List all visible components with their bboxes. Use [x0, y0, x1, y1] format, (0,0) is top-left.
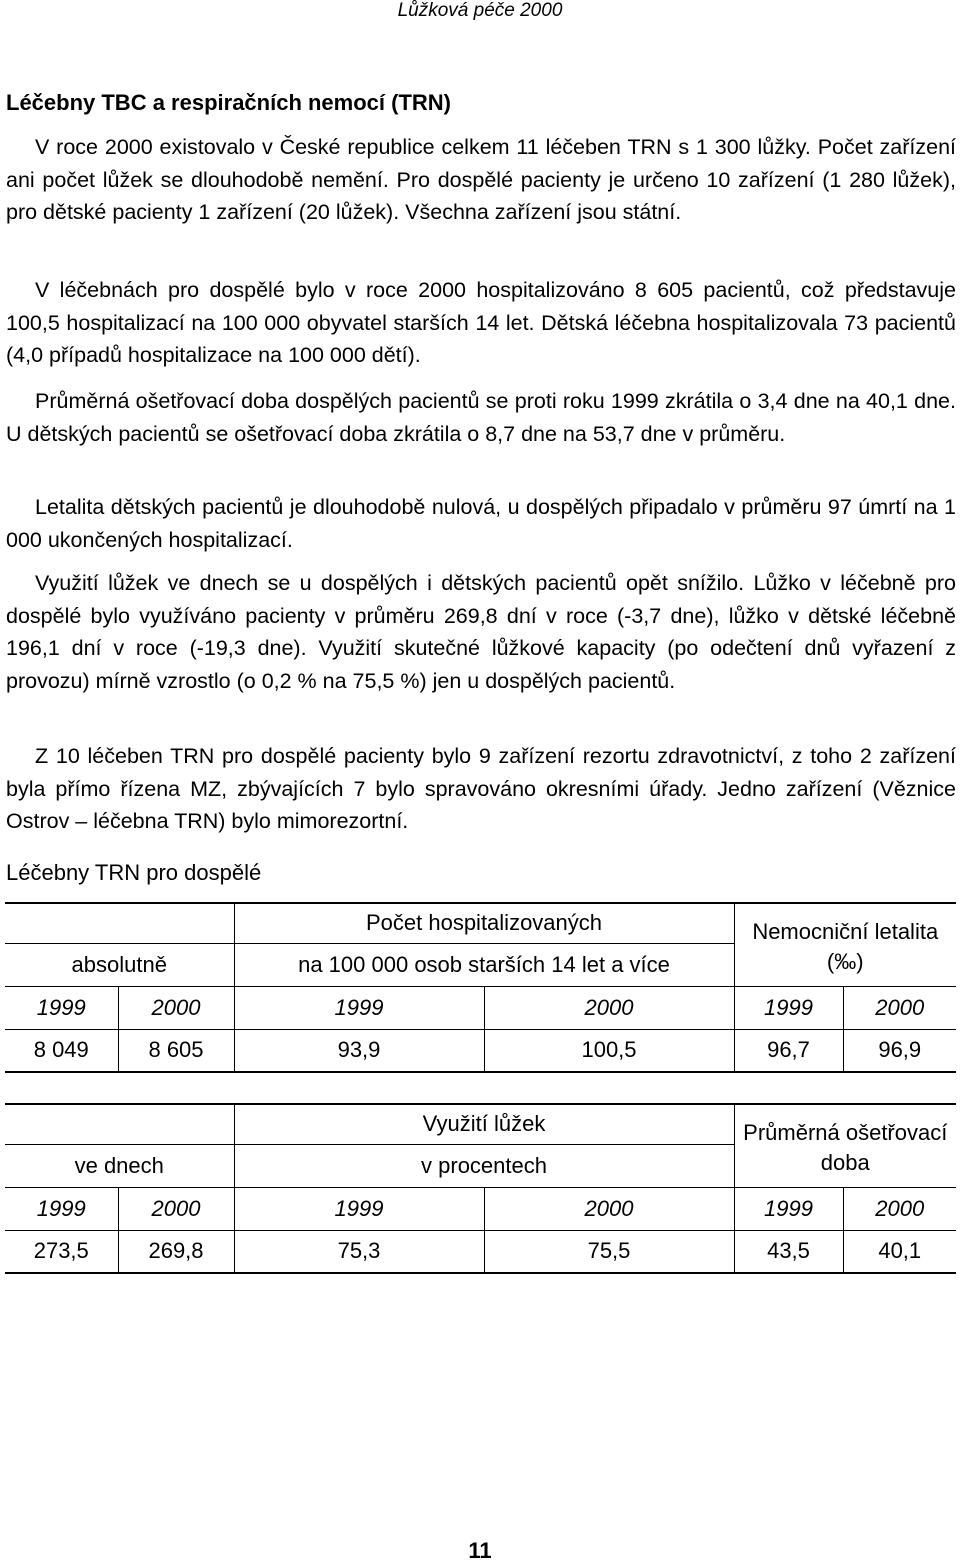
value-cell: 8 049	[5, 1029, 118, 1072]
year-cell: 1999	[5, 1187, 118, 1230]
paragraph-4: Letalita dětských pacientů je dlouhodobě nulová, u dospělých připadalo v průměru 97 úmrtí na 1 000 ukončených hospitalizací.	[6, 495, 956, 552]
year-cell: 2000	[875, 1195, 925, 1221]
year-cell: 2000	[118, 986, 234, 1029]
paragraph-3: Průměrná ošetřovací doba dospělých pacientů se proti roku 1999 zkrátila o 3,4 dne na 40,1 dne. U dětských pacientů se ošetřovací doba zkrátila o 8,7 dne na 53,7 dne v průměru.	[6, 389, 956, 446]
column-header-letalita: Nemocniční letalita (‰)	[752, 918, 939, 974]
value-cell: 100,5	[484, 1029, 734, 1072]
group-header-bed-use: Využití lůžek	[234, 1104, 734, 1144]
year-cell: 1999	[234, 986, 484, 1029]
value-cell: 96,9	[878, 1037, 922, 1063]
year-cell: 1999	[734, 1187, 843, 1230]
bed-utilization-table	[5, 1103, 956, 1274]
column-header-per-100k: na 100 000 osob starších 14 let a více	[234, 943, 734, 986]
running-header: Lůžková péče 2000	[397, 0, 563, 21]
year-cell: 1999	[5, 986, 118, 1029]
paragraph-2: V léčebnách pro dospělé bylo v roce 2000 hospitalizováno 8 605 pacientů, což představuje 100,5 hospitalizací na 100 000 obyvatel starších 14 let. Dětská léčebna hospitalizovala 73 pacientů (4,0 případů hospitalizace na 100 000 dětí).	[6, 278, 956, 367]
column-header-days: ve dnech	[5, 1144, 234, 1187]
year-cell: 2000	[118, 1187, 234, 1230]
paragraph-1: V roce 2000 existovalo v České republice celkem 11 léčeben TRN s 1 300 lůžky. Počet zařízení ani počet lůžek se dlouhodobě nemění. Pro dospělé pacienty je určeno 10 zařízení (1 280 lůžek), pro dětské pacienty 1 zařízení (20 lůžek). Všechna zařízení jsou státní.	[6, 135, 956, 224]
hospitalization-table	[5, 902, 956, 1073]
value-cell: 96,7	[734, 1029, 843, 1072]
year-cell: 2000	[484, 986, 734, 1029]
column-header-avg-stay: Průměrná ošetřovací doba	[743, 1119, 948, 1175]
paragraph-6: Z 10 léčeben TRN pro dospělé pacienty bylo 9 zařízení rezortu zdravotnictví, z toho 2 zařízení byla přímo řízena MZ, zbývajících 7 bylo spravováno okresními úřady. Jedno zařízení (Věznice Ostrov – léčebna TRN) bylo mimorezortní.	[6, 744, 956, 833]
value-cell: 93,9	[234, 1029, 484, 1072]
year-cell: 1999	[234, 1187, 484, 1230]
group-header-hospitalized: Počet hospitalizovaných	[234, 903, 734, 943]
value-cell: 40,1	[878, 1238, 922, 1264]
paragraph-5: Využití lůžek ve dnech se u dospělých i dětských pacientů opět snížilo. Lůžko v léčebně pro dospělé bylo využíváno pacienty v průměru 269,8 dní v roce (-3,7 dne), lůžko v dětské léčebně 196,1 dní v roce (-19,3 dne). Využití skutečné lůžkové kapacity (po odečtení dnů vyřazení z provozu) mírně vzrostlo (o 0,2 % na 75,5 %) jen u dospělých pacientů.	[6, 571, 956, 693]
value-cell: 8 605	[118, 1029, 234, 1072]
section-title: Léčebny TBC a respiračních nemocí (TRN)	[6, 90, 451, 115]
value-cell: 75,5	[484, 1230, 734, 1273]
table-section-title: Léčebny TRN pro dospělé	[6, 860, 262, 885]
value-cell: 43,5	[734, 1230, 843, 1273]
value-cell: 75,3	[234, 1230, 484, 1273]
column-header-percent: v procentech	[234, 1144, 734, 1187]
year-cell: 2000	[875, 994, 925, 1020]
year-cell: 1999	[734, 986, 843, 1029]
page-number: 11	[468, 1538, 492, 1563]
value-cell: 273,5	[5, 1230, 118, 1273]
column-header-absolute: absolutně	[5, 943, 234, 986]
value-cell: 269,8	[118, 1230, 234, 1273]
year-cell: 2000	[484, 1187, 734, 1230]
